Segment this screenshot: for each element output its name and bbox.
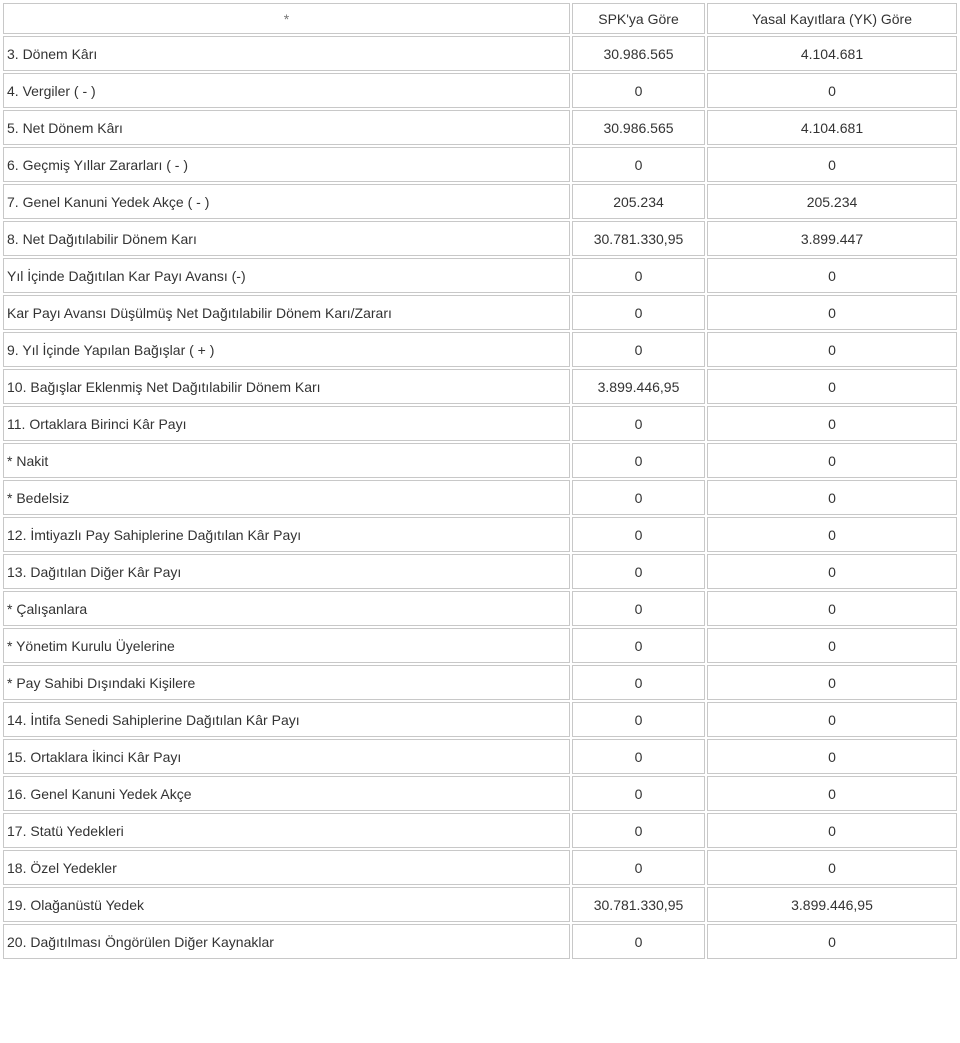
row-yk-value: 0 [707, 406, 957, 441]
table-row [3, 628, 957, 663]
row-spk-value: 0 [572, 776, 705, 811]
table-row [3, 36, 957, 71]
row-label: 15. Ortaklara İkinci Kâr Payı [3, 739, 570, 774]
row-yk-value: 3.899.447 [707, 221, 957, 256]
row-yk-value: 0 [707, 517, 957, 552]
row-label: * Nakit [3, 443, 570, 478]
table-row [3, 850, 957, 885]
profit-distribution-table [1, 1, 959, 961]
row-spk-value: 0 [572, 406, 705, 441]
table-row [3, 665, 957, 700]
row-label: 8. Net Dağıtılabilir Dönem Karı [3, 221, 570, 256]
row-spk-value: 3.899.446,95 [572, 369, 705, 404]
row-label: 10. Bağışlar Eklenmiş Net Dağıtılabilir Dönem Karı [3, 369, 570, 404]
row-label: 6. Geçmiş Yıllar Zararları ( - ) [3, 147, 570, 182]
table-row [3, 332, 957, 367]
row-yk-value: 0 [707, 850, 957, 885]
row-label: 4. Vergiler ( - ) [3, 73, 570, 108]
row-spk-value: 30.781.330,95 [572, 221, 705, 256]
row-label: 17. Statü Yedekleri [3, 813, 570, 848]
row-label: Yıl İçinde Dağıtılan Kar Payı Avansı (-) [3, 258, 570, 293]
row-spk-value: 0 [572, 480, 705, 515]
table-row [3, 813, 957, 848]
row-yk-value: 4.104.681 [707, 110, 957, 145]
row-spk-value: 205.234 [572, 184, 705, 219]
row-yk-value: 0 [707, 332, 957, 367]
row-label: Kar Payı Avansı Düşülmüş Net Dağıtılabilir Dönem Karı/Zararı [3, 295, 570, 330]
row-spk-value: 0 [572, 924, 705, 959]
row-label: 18. Özel Yedekler [3, 850, 570, 885]
row-yk-value: 0 [707, 554, 957, 589]
row-label: * Pay Sahibi Dışındaki Kişilere [3, 665, 570, 700]
row-yk-value: 0 [707, 295, 957, 330]
row-yk-value: 205.234 [707, 184, 957, 219]
row-yk-value: 0 [707, 776, 957, 811]
table-row [3, 110, 957, 145]
row-yk-value: 0 [707, 443, 957, 478]
row-spk-value: 0 [572, 295, 705, 330]
row-label: 3. Dönem Kârı [3, 36, 570, 71]
row-yk-value: 0 [707, 147, 957, 182]
row-yk-value: 0 [707, 369, 957, 404]
row-label: 16. Genel Kanuni Yedek Akçe [3, 776, 570, 811]
row-label: 7. Genel Kanuni Yedek Akçe ( - ) [3, 184, 570, 219]
header-spk: SPK'ya Göre [572, 3, 705, 34]
row-yk-value: 0 [707, 702, 957, 737]
table-row [3, 295, 957, 330]
row-yk-value: 0 [707, 739, 957, 774]
row-spk-value: 30.781.330,95 [572, 887, 705, 922]
row-spk-value: 0 [572, 258, 705, 293]
table-row [3, 776, 957, 811]
row-spk-value: 0 [572, 813, 705, 848]
row-label: 20. Dağıtılması Öngörülen Diğer Kaynaklar [3, 924, 570, 959]
table-row [3, 406, 957, 441]
row-yk-value: 0 [707, 73, 957, 108]
row-label: 11. Ortaklara Birinci Kâr Payı [3, 406, 570, 441]
row-yk-value: 0 [707, 258, 957, 293]
table-row [3, 147, 957, 182]
row-spk-value: 0 [572, 332, 705, 367]
row-label: 13. Dağıtılan Diğer Kâr Payı [3, 554, 570, 589]
row-spk-value: 30.986.565 [572, 110, 705, 145]
row-spk-value: 0 [572, 554, 705, 589]
table-row [3, 554, 957, 589]
row-yk-value: 0 [707, 924, 957, 959]
row-spk-value: 0 [572, 665, 705, 700]
table-row [3, 184, 957, 219]
row-yk-value: 0 [707, 813, 957, 848]
table-row [3, 924, 957, 959]
table-row [3, 517, 957, 552]
row-label: 12. İmtiyazlı Pay Sahiplerine Dağıtılan Kâr Payı [3, 517, 570, 552]
row-label: * Bedelsiz [3, 480, 570, 515]
row-label: 14. İntifa Senedi Sahiplerine Dağıtılan Kâr Payı [3, 702, 570, 737]
table-body [3, 3, 957, 959]
header-corner: * [3, 3, 570, 34]
table-row [3, 887, 957, 922]
row-yk-value: 0 [707, 591, 957, 626]
table-row [3, 591, 957, 626]
row-spk-value: 0 [572, 147, 705, 182]
row-spk-value: 0 [572, 73, 705, 108]
row-spk-value: 30.986.565 [572, 36, 705, 71]
row-spk-value: 0 [572, 628, 705, 663]
table-row [3, 369, 957, 404]
row-spk-value: 0 [572, 702, 705, 737]
row-yk-value: 3.899.446,95 [707, 887, 957, 922]
table-row [3, 443, 957, 478]
table-header-row [3, 3, 957, 34]
row-spk-value: 0 [572, 591, 705, 626]
table-row [3, 221, 957, 256]
row-yk-value: 4.104.681 [707, 36, 957, 71]
table-row [3, 702, 957, 737]
row-label: 5. Net Dönem Kârı [3, 110, 570, 145]
row-yk-value: 0 [707, 665, 957, 700]
row-yk-value: 0 [707, 628, 957, 663]
row-label: * Yönetim Kurulu Üyelerine [3, 628, 570, 663]
row-spk-value: 0 [572, 739, 705, 774]
row-spk-value: 0 [572, 443, 705, 478]
table-row [3, 73, 957, 108]
row-label: 19. Olağanüstü Yedek [3, 887, 570, 922]
header-yk: Yasal Kayıtlara (YK) Göre [707, 3, 957, 34]
row-spk-value: 0 [572, 517, 705, 552]
table-row [3, 739, 957, 774]
row-yk-value: 0 [707, 480, 957, 515]
row-label: * Çalışanlara [3, 591, 570, 626]
row-spk-value: 0 [572, 850, 705, 885]
row-label: 9. Yıl İçinde Yapılan Bağışlar ( + ) [3, 332, 570, 367]
table-row [3, 258, 957, 293]
table-row [3, 480, 957, 515]
